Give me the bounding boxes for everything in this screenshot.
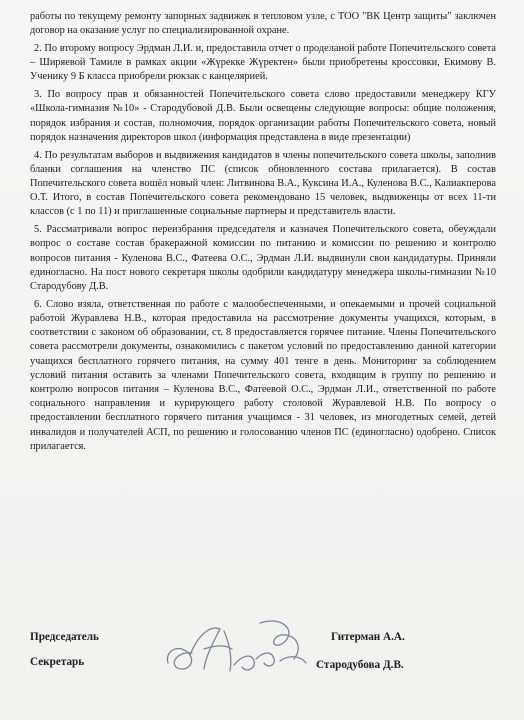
- secretary-label: Секретарь: [30, 656, 85, 668]
- document-body: [30, 10, 496, 458]
- paragraph-item-4: 4. По результатам выборов и выдвижения кандидатов в члены попечительского совета школы, заполнив бланки соглашения на членство ПС (список обновленного состава прилагается). В состав Попечительского совета вошёл новый член: Литвинова В.А., Куксина И.А., Куленова В.С., Калиакперова О.Т. Итого, в состав Попечительского совета рекомендовано 15 человек, выдвиженцы от всех 11-ти классов (с 1 по 11) и приглашенные социальные партнеры и представитель власти.: [30, 149, 496, 218]
- handwritten-signature: [160, 615, 320, 685]
- paragraph-item-5: 5. Рассматривали вопрос переизбрания председателя и казначея Попечительского совета, обеуждали вопрос о составе состав бракеражной комиссии по питанию и комиссии по решению и контролю вопросов питания - Куленова В.С., Фатеева О.С., Эрдман Л.И. выдвинули свои кандидатуры. Приняли единогласно. На пост нового секретаря школы одобрили кандидатуру менеджера школы-гимназии №10 Стародубову Д.В.: [30, 224, 496, 293]
- chair-label: Председатель: [30, 631, 99, 643]
- paragraph-item-3: 3. По вопросу прав и обязанностей Попечительского совета слово предоставили менеджеру КГУ «Школа-гимназия №10» - Стародубовой Д.В. Были освещены следующие вопросы: общие положения, порядок избрания и состав, полномочия, порядок организации работы Попечительского совета, новый порядок назначения директоров школ (информация представлена в виде презентации): [30, 89, 496, 143]
- paragraph-item-6: 6. Слово взяла, ответственная по работе с малообеспеченными, и опекаемыми и прочей социальной работой Журавлева Н.В., которая предоставила на рассмотрение документы учащихся, которым, в соответствии с законом об образовании, ст. 8 предоставляется горячее питание. Члены Попечительского совета рассмотрели документы, ознакомились с пакетом условий по предоставлению данной категории учащихся бесплатного горячего питания, на сумму 401 тенге в день. Мониторинг за соблюдением условий питания оставить за членами Попечительского совета, входящим в группу по решению и контролю вопросов питания – Куленова В.С., Фатеевой О.С., Эрдман Л.И., ответственной по работе социального направления и курирующего работу столовой Журавлевой Н.В. По вопросу о предоставлении бесплатного горячего питания учащимся - 31 человек, из многодетных семей, детей инвалидов и получателей АСП, по решению и голосованию членов ПС (единогласно) одобрено. Список прилагается.: [30, 298, 496, 452]
- paragraph-continuation: работы по текущему ремонту запорных задвижек в тепловом узле, с ТОО "ВК Центр защиты" заключен договор на оказание услуг по специализированной охране.: [30, 11, 496, 37]
- secretary-name: Стародубова Д.В.: [316, 659, 404, 671]
- chair-name: Гитерман А.А.: [331, 631, 405, 643]
- paragraph-item-2: 2. По второму вопросу Эрдман Л.И. и, предоставила отчет о проделаной работе Попечительского совета – Ширяевой Тамиле в рамках акции «Жүрекке Жүректен» были приобретены кроссовки, Екимову В. Ученику 9 Б класса приобрели рюкзак с канцелярией.: [30, 43, 496, 83]
